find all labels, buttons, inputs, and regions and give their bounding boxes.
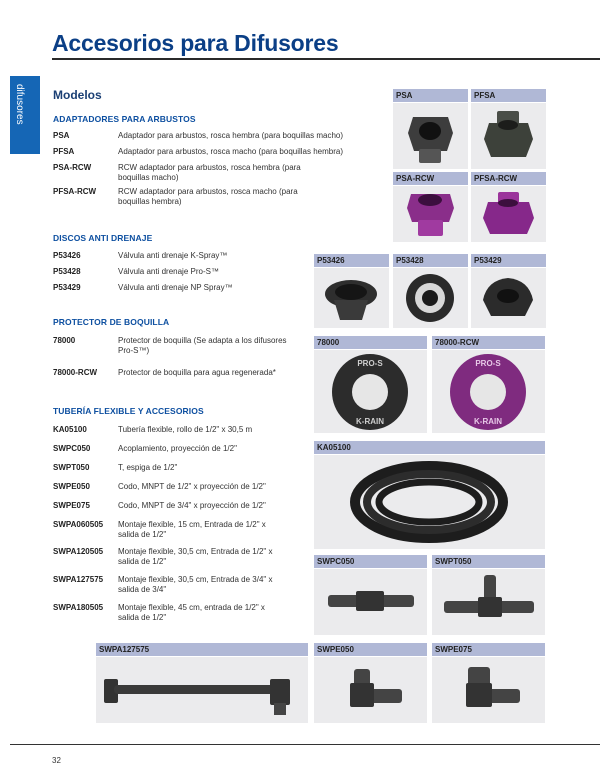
product-code: SWPA127575 [53, 575, 104, 584]
photo-ka05100 [314, 455, 545, 549]
photo-label-swpc050: SWPC050 [314, 555, 427, 568]
photo-label-p53426: P53426 [314, 254, 389, 267]
product-code: PSA-RCW [53, 163, 92, 172]
guard-text-bottom: K-RAIN [356, 417, 384, 426]
section-heading-tuberia: TUBERÍA FLEXIBLE Y ACCESORIOS [53, 406, 204, 416]
photo-label-psa: PSA [393, 89, 468, 102]
product-code: SWPA180505 [53, 603, 104, 612]
page-title: Accesorios para Difusores [52, 30, 339, 56]
photo-pfsa-rcw [471, 186, 546, 242]
product-desc: Acoplamiento, proyección de 1/2" [118, 444, 237, 453]
photo-label-swpa127575: SWPA127575 [96, 643, 308, 656]
product-desc: Montaje flexible, 15 cm, Entrada de 1/2" x salida de 1/2" [118, 520, 266, 539]
side-tab [10, 76, 40, 154]
product-desc: Válvula anti drenaje Pro-S™ [118, 267, 219, 276]
section-heading-discos: DISCOS ANTI DRENAJE [53, 233, 153, 243]
product-code: P53429 [53, 283, 81, 292]
product-code: SWPT050 [53, 463, 90, 472]
photo-label-ka05100: KA05100 [314, 441, 545, 454]
product-code: SWPA120505 [53, 547, 104, 556]
photo-psa-rcw [393, 186, 468, 242]
photo-label-swpe075: SWPE075 [432, 643, 545, 656]
product-code: PFSA-RCW [53, 187, 97, 196]
product-code: 78000-RCW [53, 368, 98, 377]
photo-swpe075 [432, 657, 545, 723]
product-desc: Montaje flexible, 30,5 cm, Entrada de 1/2" x salida de 1/2" [118, 547, 273, 566]
guard-text-bottom: K-RAIN [474, 417, 502, 426]
product-desc: Montaje flexible, 30,5 cm, Entrada de 3/4" x salida de 3/4" [118, 575, 273, 594]
photo-label-78000: 78000 [314, 336, 427, 349]
product-code: P53428 [53, 267, 81, 276]
product-desc: Codo, MNPT de 3/4" x proyección de 1/2" [118, 501, 266, 510]
product-code: P53426 [53, 251, 81, 260]
photo-p53429 [471, 268, 546, 328]
product-code: PSA [53, 131, 70, 140]
photo-pfsa [471, 103, 546, 169]
footer-divider [10, 744, 600, 745]
product-desc: Adaptador para arbustos, rosca macho (para boquillas hembra) [118, 147, 344, 156]
product-code: PFSA [53, 147, 75, 156]
section-heading-adaptadores: ADAPTADORES PARA ARBUSTOS [53, 114, 196, 124]
modelos-heading: Modelos [53, 88, 102, 102]
product-desc: Tubería flexible, rollo de 1/2" x 30,5 m [118, 425, 253, 434]
product-code: KA05100 [53, 425, 87, 434]
product-desc: RCW adaptador para arbustos, rosca macho (para boquillas hembra) [118, 187, 298, 206]
product-desc: Válvula anti drenaje NP Spray™ [118, 283, 233, 292]
product-code: SWPC050 [53, 444, 91, 453]
side-tab-label: difusores [14, 84, 25, 125]
product-desc: Adaptador para arbustos, rosca hembra (para boquillas macho) [118, 131, 344, 140]
guard-text-top: PRO-S [357, 359, 383, 368]
photo-label-p53429: P53429 [471, 254, 546, 267]
photo-swpa127575 [96, 657, 308, 723]
photo-label-p53428: P53428 [393, 254, 468, 267]
photo-swpt050 [432, 569, 545, 635]
product-desc: T, espiga de 1/2" [118, 463, 178, 472]
product-code: 78000 [53, 336, 76, 345]
photo-label-psa-rcw: PSA-RCW [393, 172, 468, 185]
photo-78000 [314, 350, 427, 433]
photo-swpc050 [314, 569, 427, 635]
product-code: SWPE075 [53, 501, 90, 510]
product-desc: Protector de boquilla (Se adapta a los difusores Pro-S™) [118, 336, 287, 355]
guard-text-top: PRO-S [475, 359, 501, 368]
product-desc: RCW adaptador para arbustos, rosca hembra (para boquillas macho) [118, 163, 301, 182]
product-desc: Codo, MNPT de 1/2" x proyección de 1/2" [118, 482, 266, 491]
product-code: SWPA060505 [53, 520, 104, 529]
photo-label-pfsa-rcw: PFSA-RCW [471, 172, 546, 185]
title-divider [52, 58, 600, 60]
photo-swpe050 [314, 657, 427, 723]
photo-label-swpe050: SWPE050 [314, 643, 427, 656]
photo-psa [393, 103, 468, 169]
page-number: 32 [52, 756, 61, 765]
photo-78000-rcw [432, 350, 545, 433]
product-desc: Montaje flexible, 45 cm, entrada de 1/2" x salida de 1/2" [118, 603, 265, 622]
photo-label-swpt050: SWPT050 [432, 555, 545, 568]
photo-p53428 [393, 268, 468, 328]
product-code: SWPE050 [53, 482, 90, 491]
photo-p53426 [314, 268, 389, 328]
product-desc: Protector de boquilla para agua regenerada* [118, 368, 276, 377]
photo-label-78000-rcw: 78000-RCW [432, 336, 545, 349]
product-desc: Válvula anti drenaje K-Spray™ [118, 251, 228, 260]
photo-label-pfsa: PFSA [471, 89, 546, 102]
section-heading-protector: PROTECTOR DE BOQUILLA [53, 317, 170, 327]
